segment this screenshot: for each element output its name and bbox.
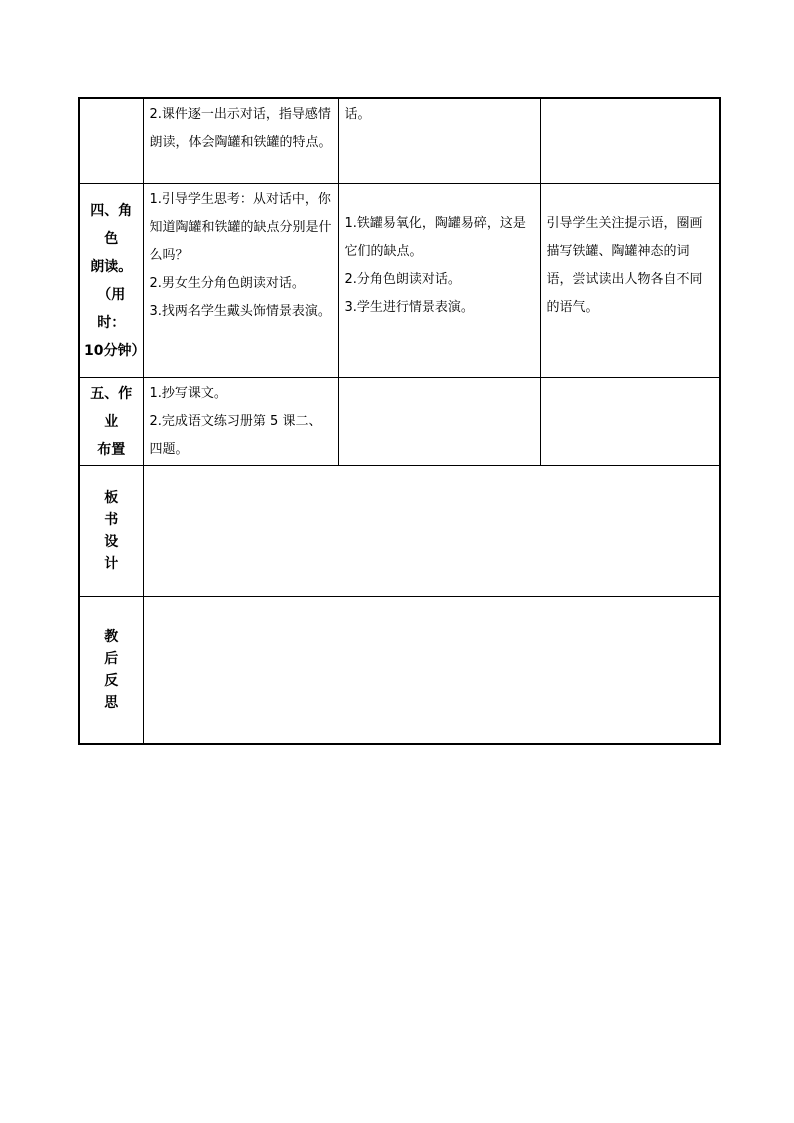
- teacher-activity-line: 2.完成语文练习册第 5 课二、四题。: [149, 414, 322, 457]
- board-design-content: [143, 466, 720, 597]
- design-intent-cell: [540, 98, 720, 184]
- teacher-activity-cell: [143, 98, 338, 184]
- table-row: [79, 184, 720, 378]
- teacher-activity-line: 3.找两名学生戴头饰情景表演。: [149, 304, 331, 319]
- design-intent-cell: [540, 184, 720, 378]
- student-activity-line: 话。: [344, 107, 371, 122]
- lesson-plan-table: [78, 97, 721, 745]
- section-label-line: 五、作业: [90, 385, 133, 430]
- design-intent-cell: [540, 378, 720, 466]
- teacher-activity-cell: [143, 184, 338, 378]
- student-activity-cell: [338, 378, 540, 466]
- board-design-label-char: 计: [104, 556, 119, 572]
- section-label-cell: [79, 378, 143, 466]
- board-design-label-char: 书: [104, 512, 119, 528]
- teacher-activity-line: 2.男女生分角色朗读对话。: [149, 276, 305, 291]
- student-activity-line: 1.铁罐易氧化，陶罐易碎，这是它们的缺点。: [344, 216, 526, 259]
- board-design-label-char: 板: [104, 490, 119, 506]
- reflection-label: [79, 597, 143, 745]
- teacher-activity-cell: [143, 378, 338, 466]
- section-label-line: （用时：: [97, 286, 126, 331]
- section-label-line: 四、角色: [90, 202, 133, 247]
- student-activity-cell: [338, 184, 540, 378]
- section-label-line: 朗读。: [90, 258, 133, 275]
- reflection-label-char: 后: [104, 651, 119, 667]
- teacher-activity-line: 2.课件逐一出示对话，指导感情朗读，体会陶罐和铁罐的特点。: [149, 107, 332, 150]
- board-design-label-char: 设: [104, 534, 119, 550]
- table-row: [79, 98, 720, 184]
- student-activity-cell: [338, 98, 540, 184]
- table-row: [79, 378, 720, 466]
- reflection-label-char: 反: [104, 673, 119, 689]
- section-label-cell: [79, 184, 146, 378]
- reflection-label-char: 教: [104, 629, 119, 645]
- board-design-label: [79, 466, 143, 597]
- section-label-line: 布置: [97, 441, 126, 458]
- section-label-line: 10分钟）: [84, 342, 146, 359]
- table-row: [79, 466, 720, 597]
- student-activity-line: 2.分角色朗读对话。: [344, 272, 461, 287]
- section-label-cell: [79, 98, 143, 184]
- student-activity-line: 3.学生进行情景表演。: [344, 300, 474, 315]
- teacher-activity-line: 1.抄写课文。: [149, 386, 227, 401]
- design-intent-line: 引导学生关注提示语，圈画描写铁罐、陶罐神态的词语，尝试读出人物各自不同的语气。: [546, 216, 703, 315]
- reflection-content: [143, 597, 720, 745]
- table-row: [79, 597, 720, 745]
- teacher-activity-line: 1.引导学生思考：从对话中，你知道陶罐和铁罐的缺点分别是什么吗？: [149, 192, 332, 263]
- reflection-label-char: 思: [104, 695, 119, 711]
